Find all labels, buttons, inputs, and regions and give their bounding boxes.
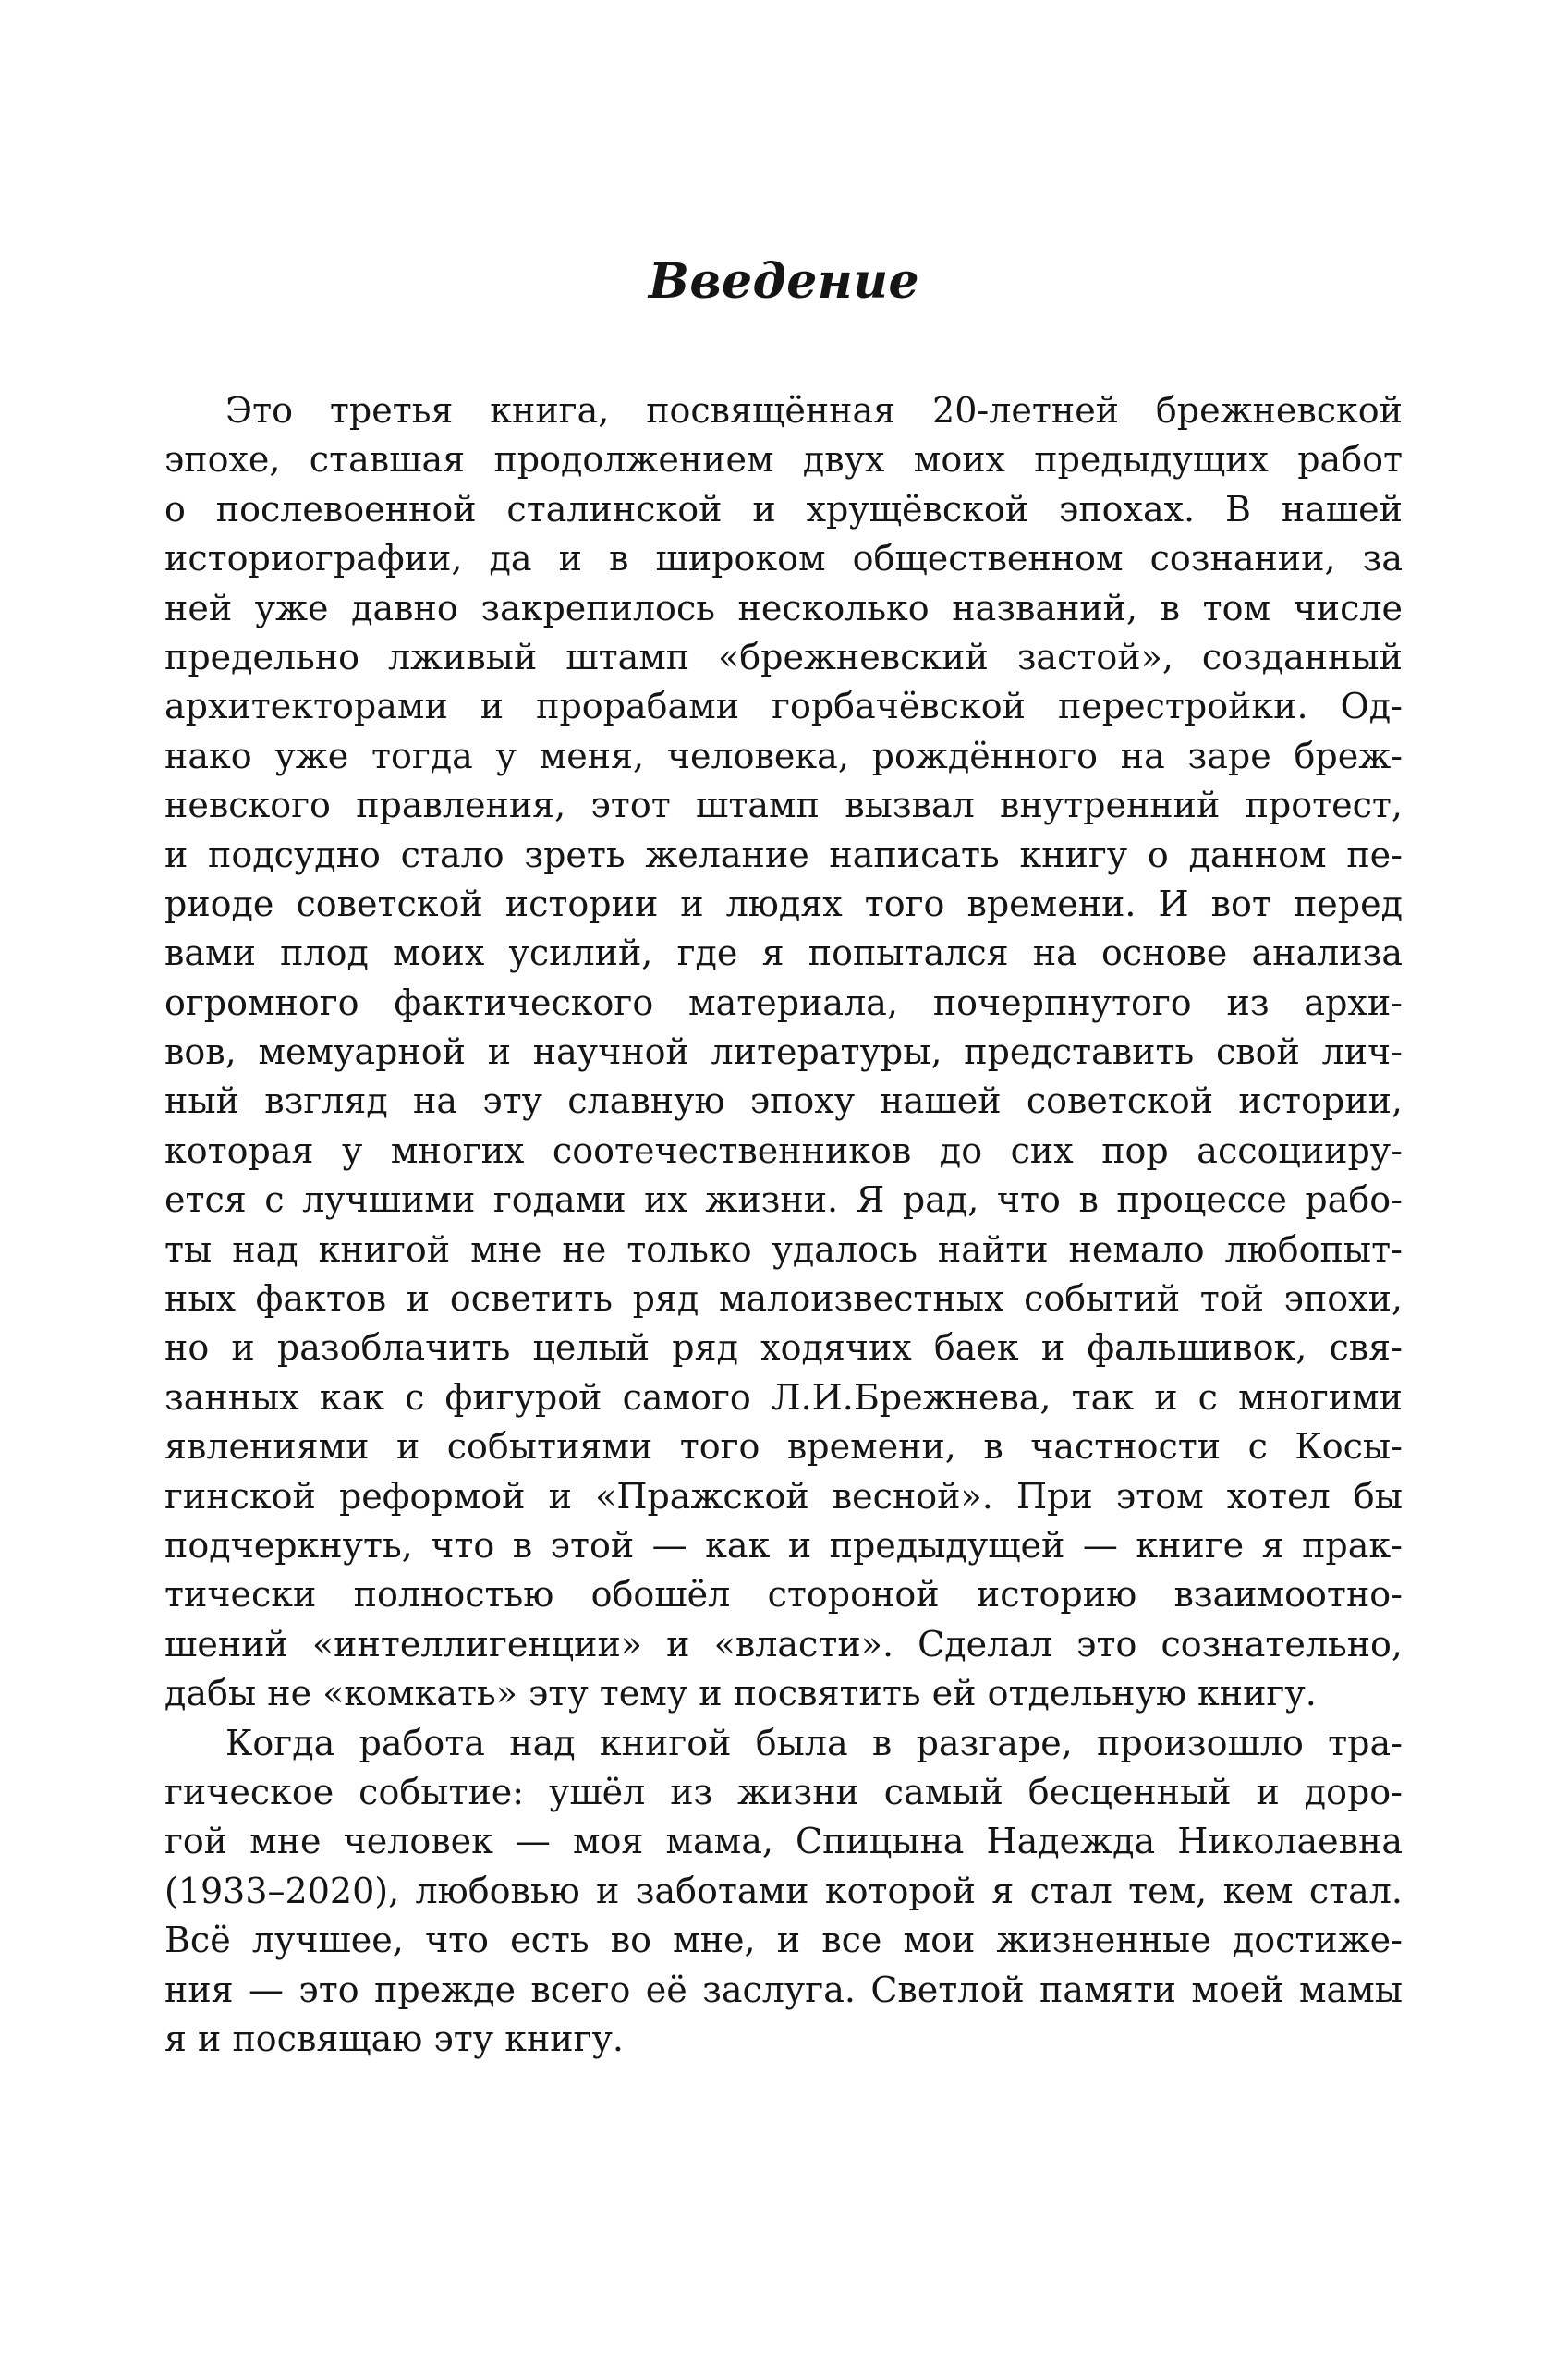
text-line: эпохе, ставшая продолжением двух моих предыдущих работ xyxy=(164,439,1403,481)
text-line: историографии, да и в широком общественном сознании, за xyxy=(164,538,1403,579)
text-line: (1933–2020), любовью и заботами которой я стал тем, кем стал. xyxy=(164,1870,1403,1911)
text-line: огромного фактического материала, почерпнутого из архи- xyxy=(164,982,1403,1023)
text-line: гическое событие: ушёл из жизни самый бесценный и доро- xyxy=(164,1771,1403,1812)
text-line: ется с лучшими годами их жизни. Я рад, что в процессе рабо- xyxy=(164,1179,1403,1221)
text-line: ный взгляд на эту славную эпоху нашей советской истории, xyxy=(164,1080,1403,1122)
text-line: тически полностью обошёл стороной историю взаимоотно- xyxy=(164,1574,1403,1616)
text-line: Когда работа над книгой была в разгаре, произошло тра- xyxy=(225,1722,1403,1763)
text-line: но и разоблачить целый ряд ходячих баек и фальшивок, свя- xyxy=(164,1327,1403,1369)
text-line: которая у многих соотечественников до сих пор ассоцииру- xyxy=(164,1129,1403,1171)
text-line: риоде советской истории и людях того времени. И вот перед xyxy=(164,883,1403,924)
text-line: шений «интеллигенции» и «власти». Сделал это сознательно, xyxy=(164,1623,1403,1665)
text-line: ния — это прежде всего её заслуга. Светлой памяти моей мамы xyxy=(164,1969,1403,2010)
text-line: дабы не «комкать» эту тему и посвятить ей отдельную книгу. xyxy=(164,1673,1317,1714)
text-line: вов, мемуарной и научной литературы, представить свой лич- xyxy=(164,1031,1403,1073)
paragraph-2 xyxy=(164,1719,1403,2065)
paragraph-1 xyxy=(164,386,1403,1719)
text-line: нако уже тогда у меня, человека, рождённого на заре бреж- xyxy=(164,735,1403,776)
text-line: вами плод моих усилий, где я попытался на основе анализа xyxy=(164,933,1403,974)
text-line: невского правления, этот штамп вызвал внутренний протест, xyxy=(164,785,1403,826)
text-line: я и посвящаю эту книгу. xyxy=(164,2018,624,2059)
chapter-body xyxy=(164,386,1403,2064)
text-line: Всё лучшее, что есть во мне, и все мои жизненные достиже- xyxy=(164,1920,1403,1961)
text-line: предельно лживый штамп «брежневский застой», созданный xyxy=(164,636,1403,677)
text-line: гой мне человек — моя мама, Спицына Надежда Николаевна xyxy=(164,1821,1403,1862)
text-line: о послевоенной сталинской и хрущёвской эпохах. В нашей xyxy=(164,488,1403,530)
text-line: и подсудно стало зреть желание написать книгу о данном пе- xyxy=(164,834,1403,875)
text-line: явлениями и событиями того времени, в частности с Косы- xyxy=(164,1426,1403,1468)
text-line: гинской реформой и «Пражской весной». При этом хотел бы xyxy=(164,1475,1403,1517)
chapter-title: Введение xyxy=(648,252,920,310)
text-line: подчеркнуть, что в этой — как и предыдущей — книге я прак- xyxy=(164,1524,1403,1566)
text-line: Это третья книга, посвящённая 20-летней брежневской xyxy=(225,390,1403,431)
text-line: ты над книгой мне не только удалось найти немало любопыт- xyxy=(164,1228,1403,1270)
text-line: ных фактов и осветить ряд малоизвестных событий той эпохи, xyxy=(164,1278,1403,1320)
text-line: архитекторами и прорабами горбачёвской перестройки. Од- xyxy=(164,686,1403,727)
text-line: занных как с фигурой самого Л.И.Брежнева, так и с многими xyxy=(164,1376,1403,1418)
text-line: ней уже давно закрепилось несколько названий, в том числе xyxy=(164,587,1403,628)
